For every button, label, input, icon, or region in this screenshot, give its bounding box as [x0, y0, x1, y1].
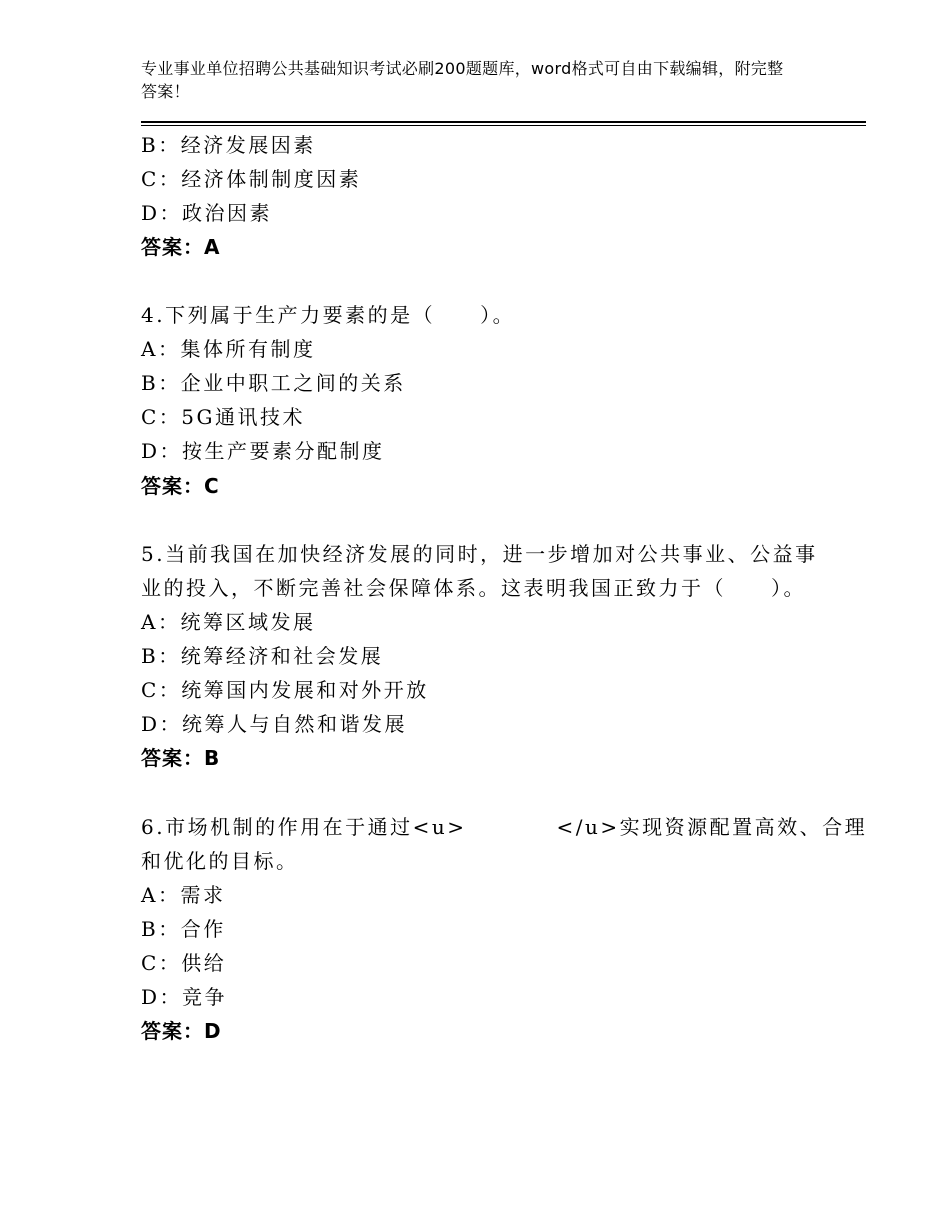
- option-line: C：供给: [141, 951, 227, 975]
- answer-line: 答案：C: [141, 474, 220, 498]
- header-rule-thin: [141, 125, 866, 126]
- option-line: C：经济体制制度因素: [141, 167, 362, 191]
- option-line: D：竞争: [141, 985, 228, 1009]
- option-line: A：统筹区域发展: [141, 610, 316, 634]
- answer-line: 答案：D: [141, 1019, 222, 1043]
- question-line: 4.下列属于生产力要素的是（ ）。: [141, 303, 516, 327]
- option-line: A：需求: [141, 883, 226, 907]
- header-text: 专业事业单位招聘公共基础知识考试必刷200题题库，word格式可自由下载编辑，附完整答案！: [141, 59, 784, 101]
- option-line: B：统筹经济和社会发展: [141, 644, 384, 668]
- question-line: 6.市场机制的作用在于通过<u> </u>实现资源配置高效、合理: [141, 815, 868, 839]
- option-line: B：企业中职工之间的关系: [141, 371, 406, 395]
- question-line: 业的投入，不断完善社会保障体系。这表明我国正致力于（ ）。: [141, 576, 806, 600]
- option-line: C：5G通讯技术: [141, 405, 306, 429]
- option-line: D：统筹人与自然和谐发展: [141, 712, 408, 736]
- page-header: [141, 57, 791, 103]
- option-line: A：集体所有制度: [141, 337, 316, 361]
- option-line: B：合作: [141, 917, 226, 941]
- option-line: D：按生产要素分配制度: [141, 439, 385, 463]
- option-line: B：经济发展因素: [141, 133, 316, 157]
- option-line: C：统筹国内发展和对外开放: [141, 678, 429, 702]
- answer-line: 答案：A: [141, 235, 221, 259]
- question-line: 5.当前我国在加快经济发展的同时，进一步增加对公共事业、公益事: [141, 542, 818, 566]
- option-line: D：政治因素: [141, 201, 273, 225]
- header-rule-thick: [141, 121, 866, 123]
- answer-line: 答案：B: [141, 746, 221, 770]
- question-line: 和优化的目标。: [141, 849, 299, 873]
